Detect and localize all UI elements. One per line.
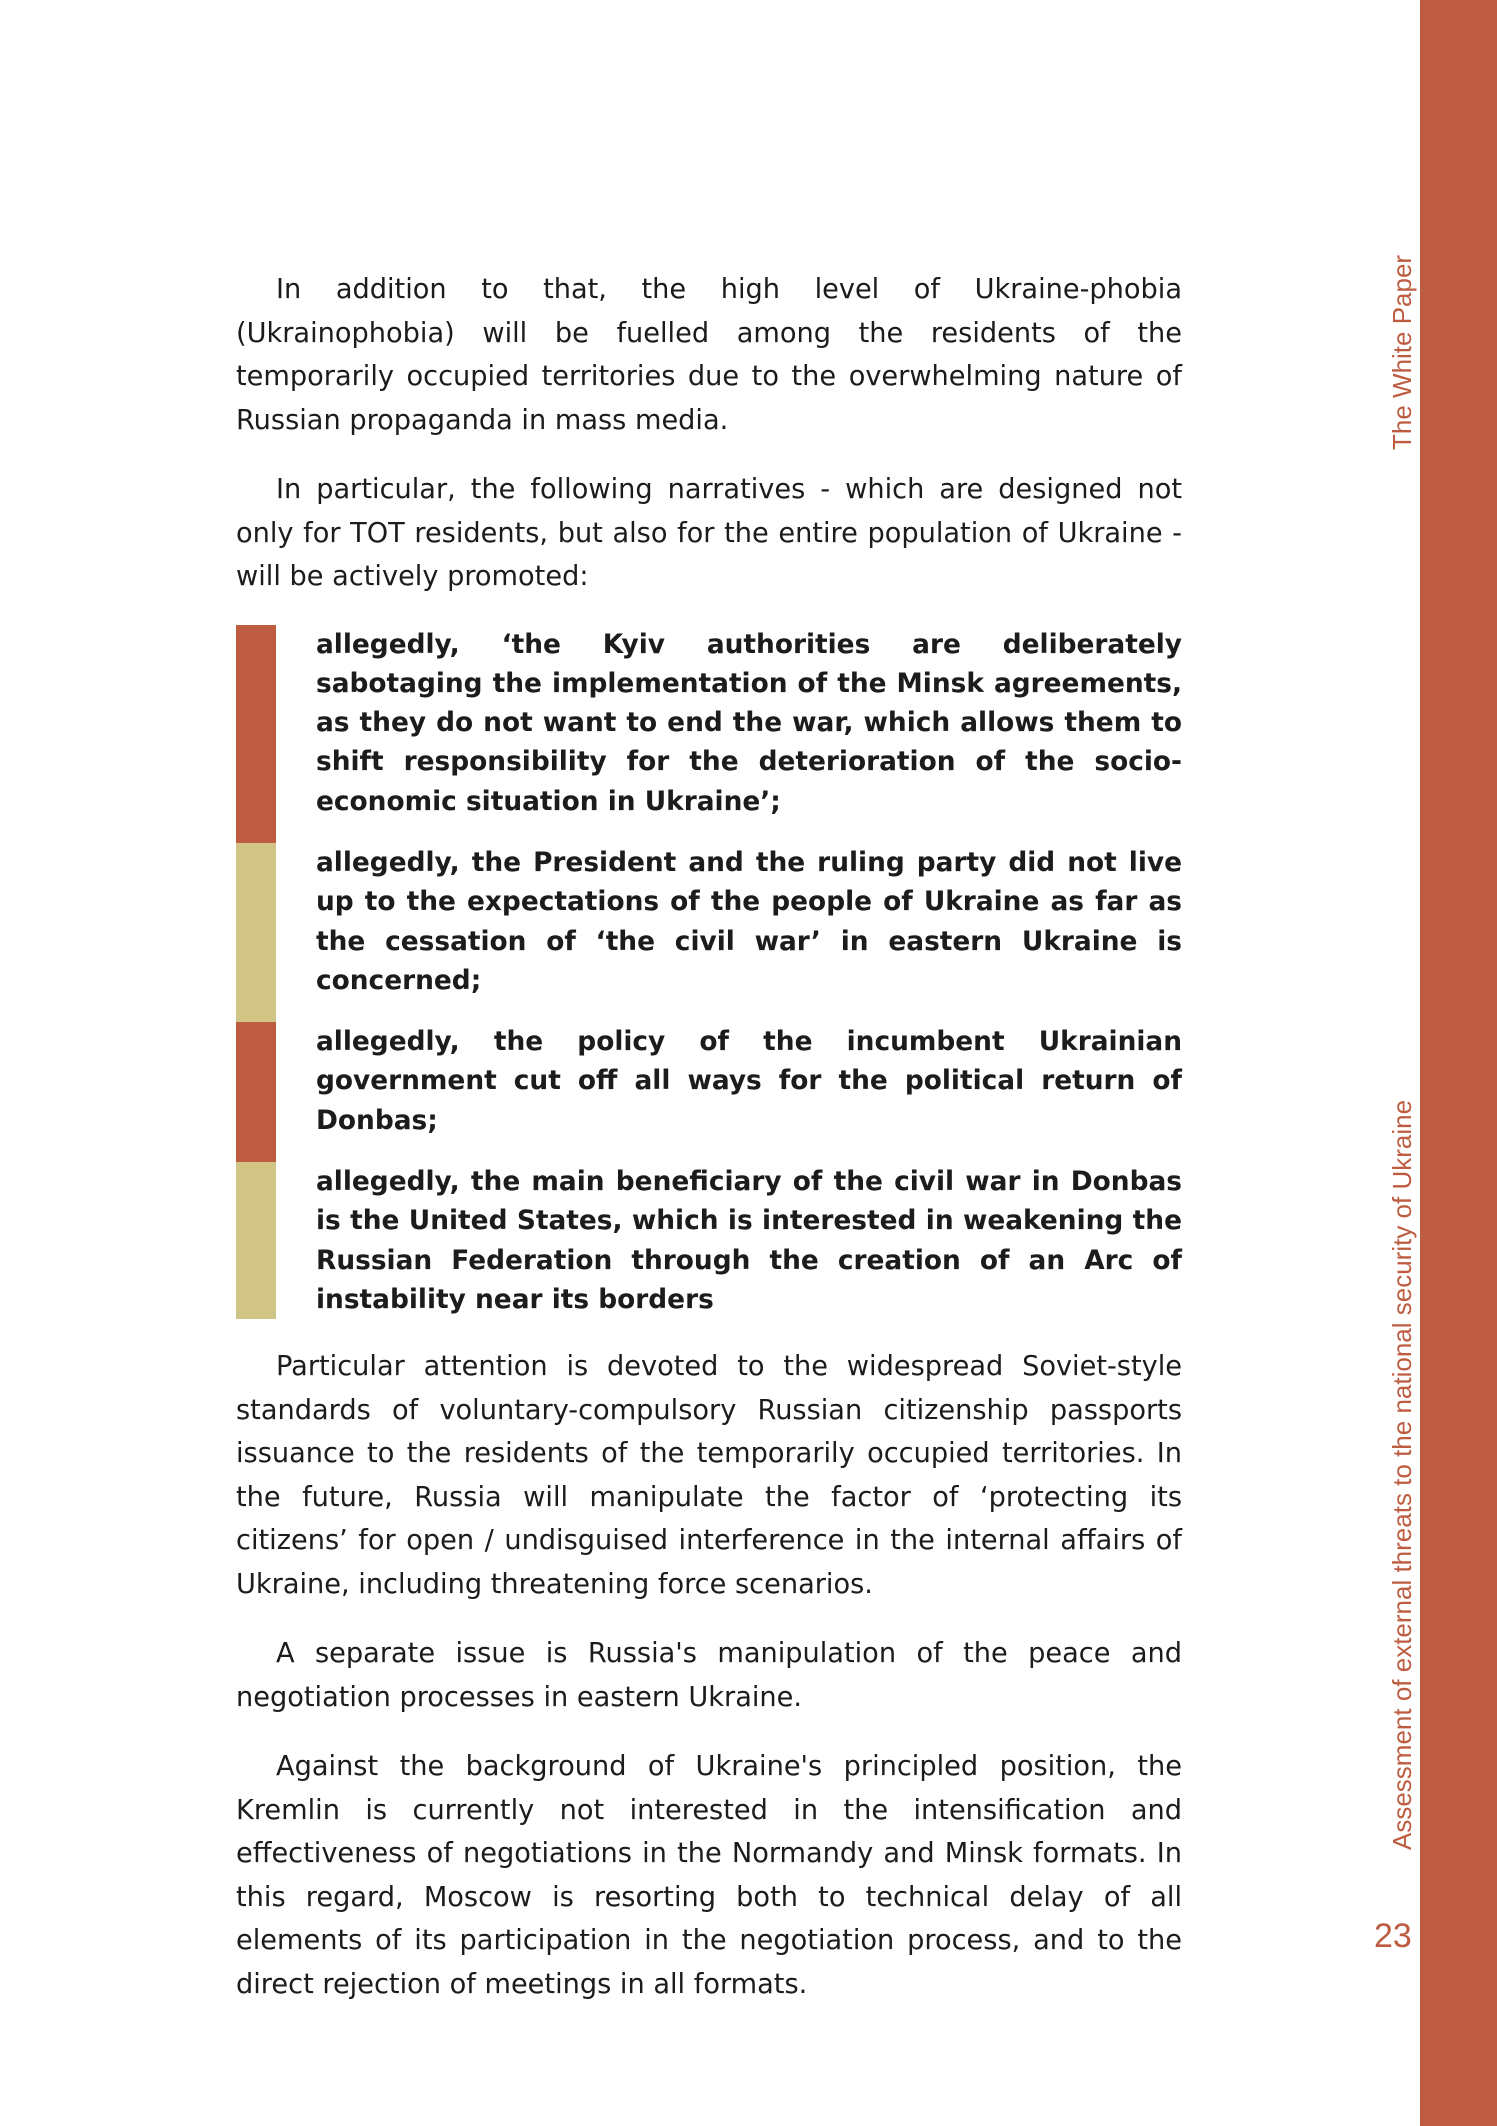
running-subtitle: Assessment of external threats to the national security of Ukraine [1387,1099,1417,1850]
paragraph: A separate issue is Russia's manipulation of the peace and negotiation processes in eastern Ukraine. [236,1638,1182,1713]
list-item [236,625,1182,843]
list-item [236,843,1182,1022]
bullet-bar [236,625,276,843]
list-item-text: allegedly, the policy of the incumbent Ukrainian government cut off all ways for the political return of Donbas; [316,1026,1182,1136]
list-item-text: allegedly, ‘the Kyiv authorities are deliberately sabotaging the implementation of the Minsk agreements, as they do not want to end the war, which allows them to shift responsibility for the deterioration of the socio-economic situation in Ukraine’; [316,628,1182,817]
main-text [236,268,1182,2032]
bullet-bar [236,1162,276,1319]
paragraph: Against the background of Ukraine's principled position, the Kremlin is currently not interested in the intensification and effectiveness of negotiations in the Normandy and Minsk formats. In this regard, Moscow is resorting both to technical delay of all elements of its participation in the negotiation process, and to the direct rejection of meetings in all formats. [236,1751,1182,2000]
narrative-list [236,625,1182,1320]
bullet-bar [236,1022,276,1162]
paragraph: In addition to that, the high level of Ukraine-phobia (Ukrainophobia) will be fuelled among the residents of the temporarily occupied territories due to the overwhelming nature of Russian propaganda in mass media. [236,274,1182,436]
list-item [236,1162,1182,1319]
paragraph: Particular attention is devoted to the widespread Soviet-style standards of voluntary-compulsory Russian citizenship passports issuance to the residents of the temporarily occupied territories. In the future, Russia will manipulate the factor of ‘protecting its citizens’ for open / undisguised interference in the internal affairs of Ukraine, including threatening force scenarios. [236,1351,1182,1600]
list-item-text: allegedly, the main beneficiary of the civil war in Donbas is the United States, which is interested in weakening the Russian Federation through the creation of an Arc of instability near its borders [316,1166,1182,1315]
side-color-band [1420,0,1497,2126]
list-item-text: allegedly, the President and the ruling party did not live up to the expectations of the people of Ukraine as far as the cessation of ‘the civil war’ in eastern Ukraine is concerned; [316,846,1182,996]
running-title: The White Paper [1387,254,1417,450]
list-item [236,1022,1182,1162]
paragraph: In particular, the following narratives - which are designed not only for TOT residents, but also for the entire population of Ukraine - will be actively promoted: [236,474,1182,592]
bullet-bar [236,843,276,1022]
page-number: 23 [1374,1917,1412,1955]
